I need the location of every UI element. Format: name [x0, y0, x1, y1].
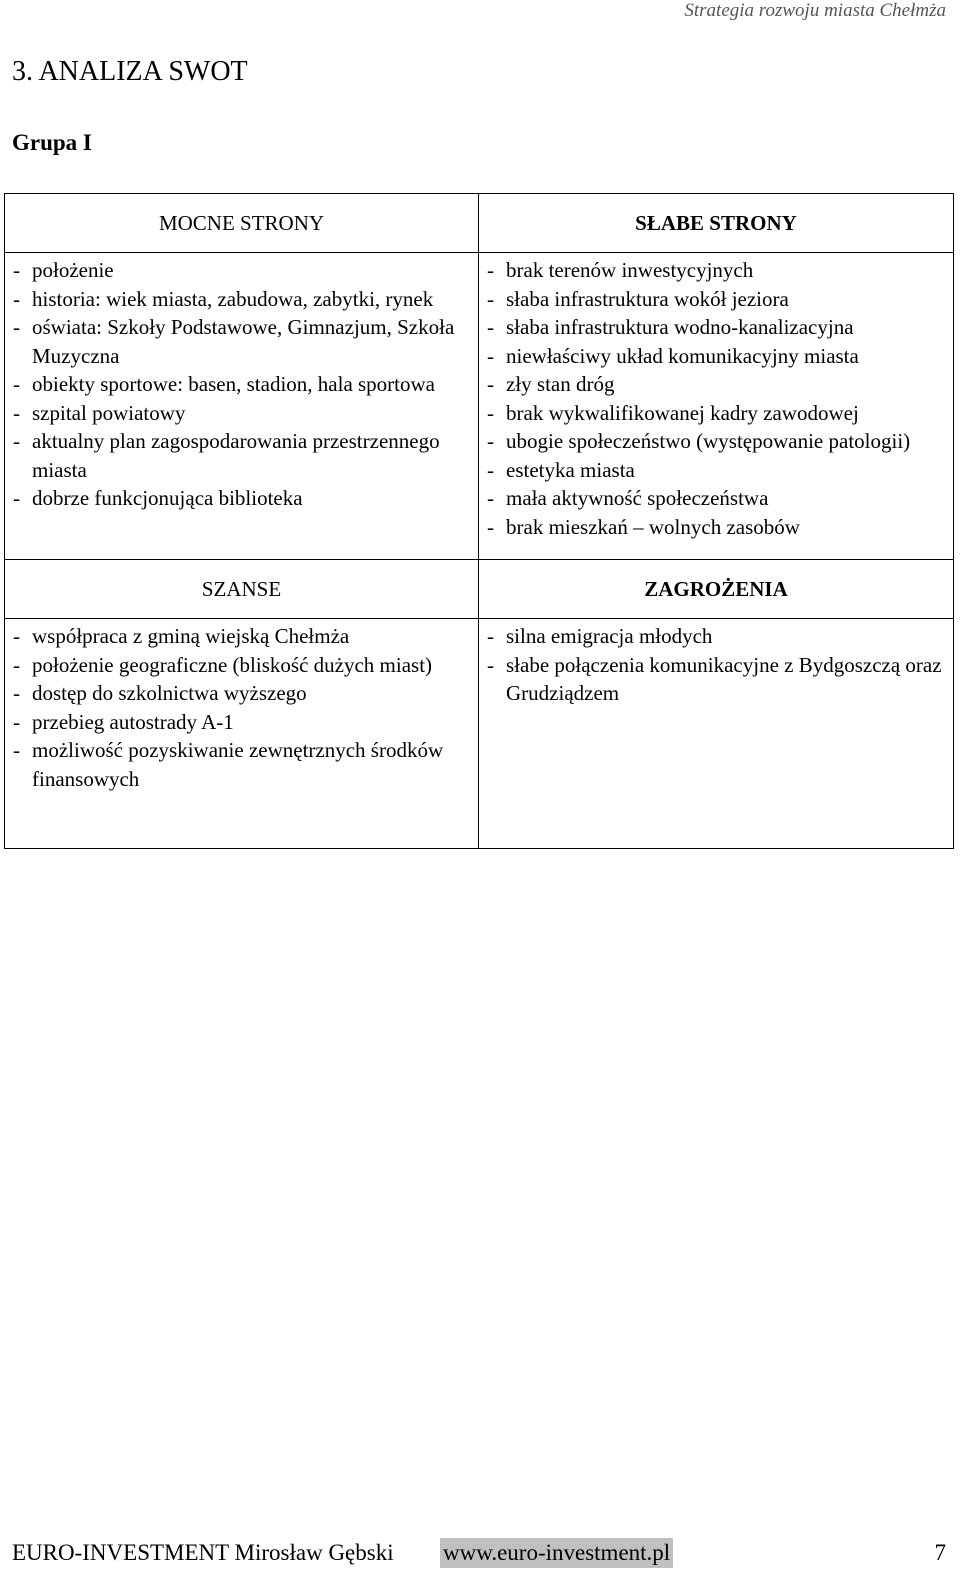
- list-item: - niewłaściwy układ komunikacyjny miasta: [487, 342, 947, 371]
- list-item: - historia: wiek miasta, zabudowa, zabytki, rynek: [13, 285, 472, 314]
- list-item: - silna emigracja młodych: [487, 622, 947, 651]
- list-item: - słaba infrastruktura wodno-kanalizacyjna: [487, 313, 947, 342]
- list-item: - przebieg autostrady A-1: [13, 708, 472, 737]
- list-item: - słaba infrastruktura wokół jeziora: [487, 285, 947, 314]
- list-item: - położenie: [13, 256, 472, 285]
- list-item: - ubogie społeczeństwo (występowanie patologii): [487, 427, 947, 456]
- list-item: - brak wykwalifikowanej kadry zawodowej: [487, 399, 947, 428]
- list-item: - szpital powiatowy: [13, 399, 472, 428]
- list-item: - słabe połączenia komunikacyjne z Bydgoszczą oraz Grudziądzem: [487, 651, 947, 708]
- list-item: - możliwość pozyskiwanie zewnętrznych środków finansowych: [13, 736, 472, 793]
- weaknesses-heading: SŁABE STRONY: [479, 194, 954, 253]
- opportunities-heading: SZANSE: [5, 560, 479, 619]
- threats-heading: ZAGROŻENIA: [479, 560, 954, 619]
- page-footer: [12, 1538, 946, 1570]
- list-item: - estetyka miasta: [487, 456, 947, 485]
- footer-url-link[interactable]: www.euro-investment.pl: [440, 1538, 673, 1568]
- strengths-list: [13, 256, 472, 513]
- weaknesses-cell: [479, 253, 954, 560]
- list-item: - dostęp do szkolnictwa wyższego: [13, 679, 472, 708]
- list-item: - mała aktywność społeczeństwa: [487, 484, 947, 513]
- strengths-cell: [5, 253, 479, 560]
- opportunities-cell: [5, 619, 479, 849]
- threats-list: [487, 622, 947, 708]
- weaknesses-list: [487, 256, 947, 541]
- list-item: - brak mieszkań – wolnych zasobów: [487, 513, 947, 542]
- list-item: - oświata: Szkoły Podstawowe, Gimnazjum, Szkoła Muzyczna: [13, 313, 472, 370]
- page-number: 7: [934, 1540, 946, 1565]
- list-item: - współpraca z gminą wiejską Chełmża: [13, 622, 472, 651]
- footer-company: EURO-INVESTMENT Mirosław Gębski: [12, 1540, 394, 1565]
- opportunities-list: [13, 622, 472, 793]
- list-item: - zły stan dróg: [487, 370, 947, 399]
- swot-table: [4, 193, 954, 849]
- list-item: - obiekty sportowe: basen, stadion, hala sportowa: [13, 370, 472, 399]
- section-title: 3. ANALIZA SWOT: [12, 56, 248, 87]
- list-item: - aktualny plan zagospodarowania przestrzennego miasta: [13, 427, 472, 484]
- threats-cell: [479, 619, 954, 849]
- list-item: - brak terenów inwestycyjnych: [487, 256, 947, 285]
- strengths-heading: MOCNE STRONY: [5, 194, 479, 253]
- list-item: - położenie geograficzne (bliskość dużych miast): [13, 651, 472, 680]
- running-header: Strategia rozwoju miasta Chełmża: [684, 0, 946, 21]
- list-item: - dobrze funkcjonująca biblioteka: [13, 484, 472, 513]
- group-title: Grupa I: [12, 130, 92, 155]
